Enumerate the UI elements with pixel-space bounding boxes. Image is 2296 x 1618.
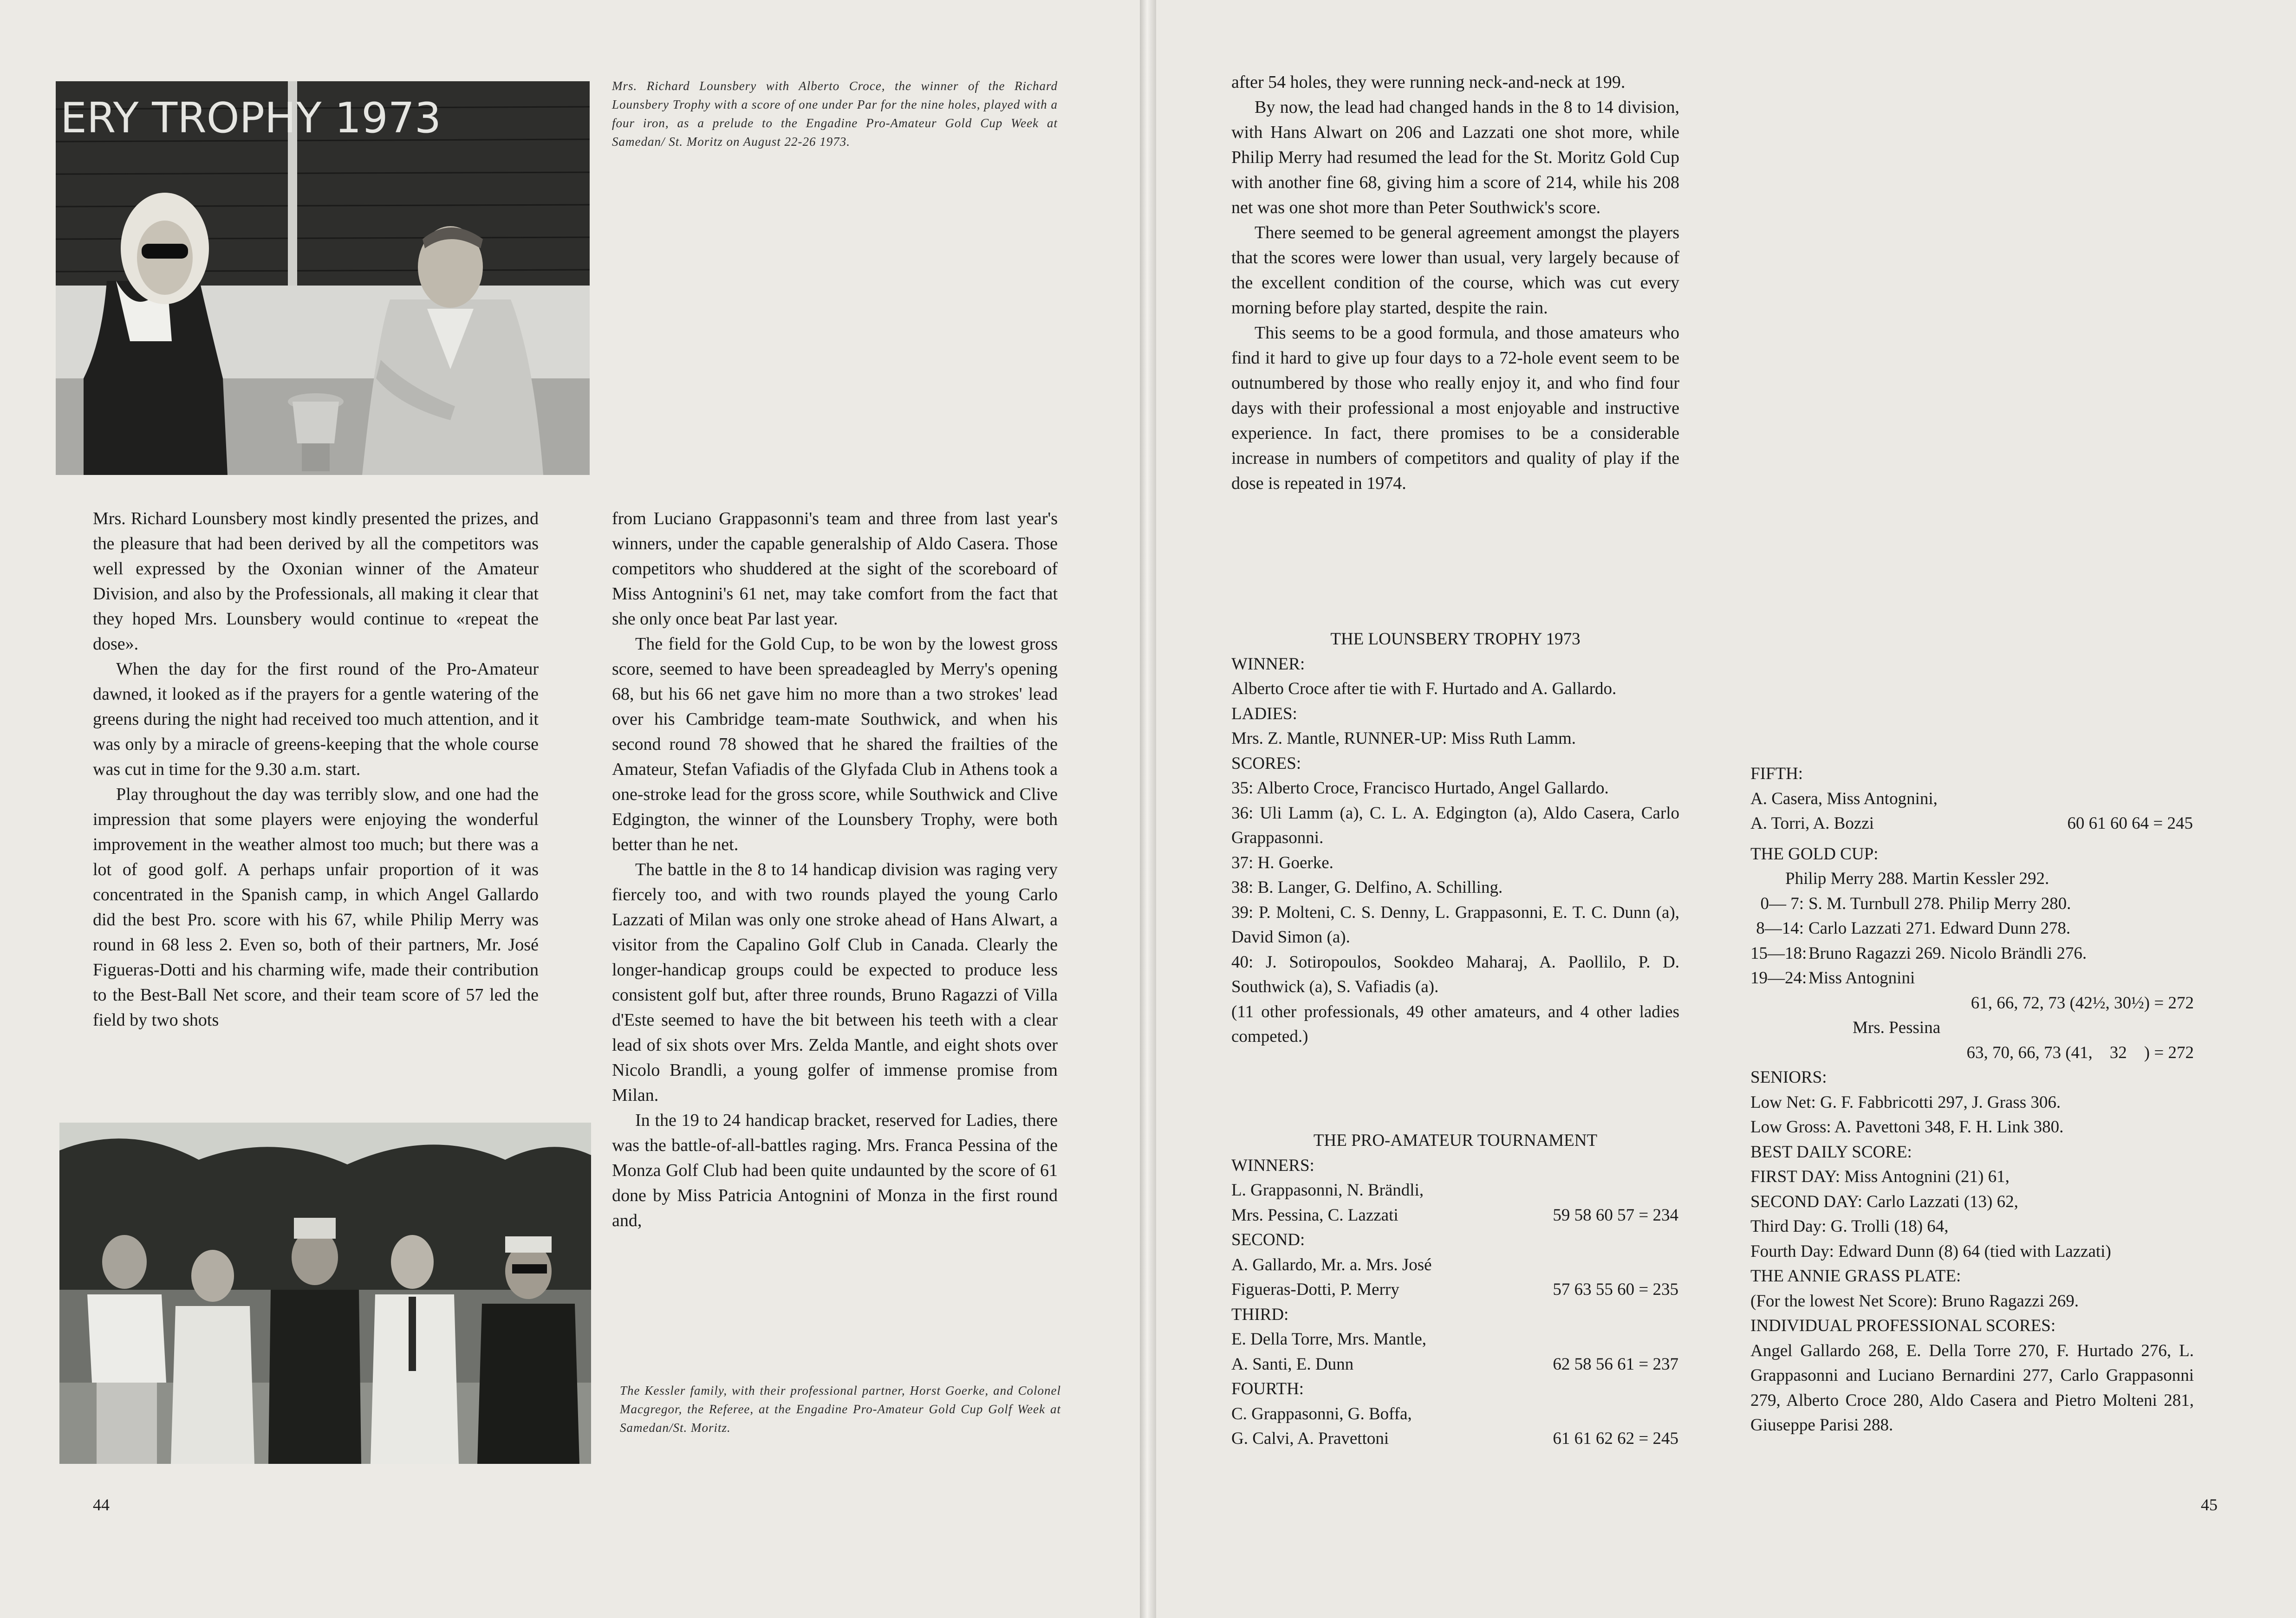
- team-score: 59 58 60 57 = 234: [1553, 1205, 1678, 1225]
- fourth-label: FOURTH:: [1231, 1379, 1304, 1398]
- team-score: 62 58 56 61 = 237: [1553, 1354, 1678, 1374]
- score-line: 39: P. Molteni, C. S. Denny, L. Grappasonni, E. T. C. Dunn (a), David Simon (a).: [1231, 903, 1679, 947]
- left-column-1: [93, 506, 539, 1033]
- score-line: 35: Alberto Croce, Francisco Hurtado, Angel Gallardo.: [1231, 779, 1609, 798]
- score-line: 40: J. Sotiropoulos, Sookdeo Maharaj, A. Paollilo, P. D. Southwick (a), S. Vafiadis (a).: [1231, 952, 1679, 996]
- left-column-2: [612, 506, 1058, 1233]
- ladies-label: LADIES:: [1231, 704, 1297, 723]
- team-line: A. Casera, Miss Antognini,: [1750, 789, 1938, 808]
- division-value: S. M. Turnbull 278. Philip Merry 280.: [1808, 894, 2071, 913]
- best-daily-line: Fourth Day: Edward Dunn (8) 64 (tied with Lazzati): [1750, 1241, 2111, 1261]
- division-key: 8—14:: [1756, 919, 1804, 938]
- seniors-net: Low Net: G. F. Fabbricotti 297, J. Grass 306.: [1750, 1092, 2061, 1112]
- gold-cup-label: THE GOLD CUP:: [1750, 844, 1879, 864]
- team-line: E. Della Torre, Mrs. Mantle,: [1231, 1330, 1427, 1349]
- trophy-sign-text: ERY TROPHY 1973: [60, 94, 442, 143]
- division-value: Miss Antognini: [1808, 968, 1915, 988]
- team-score-row: [1750, 811, 2194, 836]
- division-key: 15—18:: [1750, 943, 1807, 963]
- best-daily-line: SECOND DAY: Carlo Lazzati (13) 62,: [1750, 1192, 2018, 1211]
- team-line: L. Grappasonni, N. Brändli,: [1231, 1181, 1424, 1200]
- team-line: Mrs. Pessina, C. Lazzati: [1231, 1205, 1398, 1225]
- team-score: 60 61 60 64 = 245: [2067, 814, 2193, 833]
- gold-cup-division: [1750, 891, 2194, 916]
- lounsbery-results: [1231, 627, 1679, 1049]
- score-line: (11 other professionals, 49 other amateurs, and 4 other ladies competed.): [1231, 1002, 1679, 1046]
- seniors-gross: Low Gross: A. Pavettoni 348, F. H. Link 380.: [1750, 1118, 2064, 1137]
- team-line: G. Calvi, A. Pravettoni: [1231, 1429, 1389, 1448]
- team-score-row: [1231, 1277, 1679, 1302]
- paragraph: The battle in the 8 to 14 handicap division was raging very fiercely too, and with two rounds played the young Carlo Lazzati of Milan was only one stroke ahead of Hans Alwart, a visitor from the Capalino Golf Club in Canada. Clearly the longer-handicap groups could be expected to produce less consistent golf but, after three rounds, Bruno Ragazzi of Villa d'Este seemed to have the bit between his teeth with a clear lead of six shots over Mrs. Zelda Mantle, and eight shots over Nicolo Brandli, a young golfer of immense promise from Milan.: [612, 860, 1058, 1105]
- team-line: A. Torri, A. Bozzi: [1750, 814, 1874, 833]
- paragraph: There seemed to be general agreement amongst the players that the scores were lower than usual, very largely because of the excellent condition of the course, which was cut every morning before play started, despite the rain.: [1231, 223, 1679, 318]
- division-key: 19—24:: [1750, 968, 1807, 988]
- lounsbery-heading: THE LOUNSBERY TROPHY 1973: [1330, 630, 1581, 649]
- right-page: [1156, 0, 2296, 1618]
- lounsbery-photo-image: [56, 81, 590, 475]
- score-line: 37: H. Goerke.: [1231, 853, 1333, 872]
- pessina-label: Mrs. Pessina: [1853, 1018, 1941, 1037]
- gold-cup-division: [1750, 916, 2194, 941]
- winners-label: WINNERS:: [1231, 1156, 1314, 1175]
- individual-pro-label: INDIVIDUAL PROFESSIONAL SCORES:: [1750, 1316, 2056, 1335]
- fifth-label: FIFTH:: [1750, 764, 1803, 783]
- paragraph: When the day for the first round of the Pro-Amateur dawned, it looked as if the prayers for a gentle watering of the greens during the night had received too much attention, and it was only by a miracle of greens-keeping that the whole course was cut in time for the 9.30 a.m. start.: [93, 659, 539, 779]
- book-gutter: [1140, 0, 1156, 1618]
- third-label: THIRD:: [1231, 1305, 1289, 1324]
- division-value: Bruno Ragazzi 269. Nicolo Brändli 276.: [1808, 943, 2087, 963]
- team-score-row: [1231, 1352, 1679, 1377]
- best-daily-line: FIRST DAY: Miss Antognini (21) 61,: [1750, 1167, 2010, 1186]
- page-number-left: 44: [93, 1495, 110, 1514]
- score-line: 36: Uli Lamm (a), C. L. A. Edgington (a), Aldo Casera, Carlo Grappasonni.: [1231, 803, 1679, 847]
- pessina-score: 63, 70, 66, 73 (41, 32 ) = 272: [1966, 1043, 2194, 1062]
- paragraph: Mrs. Richard Lounsbery most kindly presented the prizes, and the pleasure that had been derived by all the competitors was well expressed by the Oxonian winner of the Amateur Division, and also by the Professionals, all making it clear that they hoped Mrs. Lounsbery would continue to «repeat the dose».: [93, 509, 539, 654]
- score-line: 38: B. Langer, G. Delfino, A. Schilling.: [1231, 878, 1503, 897]
- gold-cup-division: [1750, 966, 2194, 991]
- team-score: 57 63 55 60 = 235: [1553, 1280, 1678, 1299]
- annie-grass-text: (For the lowest Net Score): Bruno Ragazzi 269.: [1750, 1291, 2079, 1311]
- paragraph: This seems to be a good formula, and those amateurs who find it hard to give up four days to a 72-hole event seem to be outnumbered by those who really enjoy it, and who find four days with their professional a most enjoyable and instructive experience. In fact, there promises to be a considerable increase in numbers of competitors and quality of play if the dose is repeated in 1974.: [1231, 323, 1679, 493]
- team-line: A. Santi, E. Dunn: [1231, 1354, 1354, 1374]
- winner-label: WINNER:: [1231, 654, 1305, 674]
- gold-cup-line: Philip Merry 288. Martin Kessler 292.: [1785, 869, 2049, 888]
- team-score-row: [1231, 1426, 1679, 1451]
- team-line: A. Gallardo, Mr. a. Mrs. José: [1231, 1255, 1432, 1274]
- team-score: 61 61 62 62 = 245: [1553, 1429, 1678, 1448]
- left-page: [0, 0, 1140, 1618]
- individual-pro-scores: Angel Gallardo 268, E. Della Torre 270, F. Hurtado 276, L. Grappasonni and Luciano Bernardini 277, Carlo Grappasonni 279, Alberto Croce 280, Aldo Casera and Pietro Molteni 281, Giuseppe Parisi 288.: [1750, 1341, 2194, 1435]
- second-label: SECOND:: [1231, 1230, 1305, 1249]
- best-daily-line: Third Day: G. Trolli (18) 64,: [1750, 1217, 1949, 1236]
- division-key: 0— 7:: [1760, 894, 1804, 913]
- antognini-score: 61, 66, 72, 73 (42½, 30½) = 272: [1971, 993, 2194, 1013]
- kessler-photo-image: [59, 1123, 591, 1464]
- photo-lounsbery-trophy: [56, 81, 590, 475]
- proam-results: [1231, 1128, 1679, 1451]
- team-line: C. Grappasonni, G. Boffa,: [1231, 1404, 1412, 1423]
- team-line: Figueras-Dotti, P. Merry: [1231, 1280, 1399, 1299]
- photo1-caption: Mrs. Richard Lounsbery with Alberto Croce, the winner of the Richard Lounsbery Trophy with a score of one under Par for the nine holes, played with a four iron, as a prelude to the Engadine Pro-Amateur Gold Cup Week at Samedan/ St. Moritz on August 22-26 1973.: [612, 79, 1058, 149]
- winner-text: Alberto Croce after tie with F. Hurtado and A. Gallardo.: [1231, 679, 1617, 698]
- proam-heading: THE PRO-AMATEUR TOURNAMENT: [1313, 1131, 1598, 1150]
- right-column-1: [1231, 70, 1679, 496]
- paragraph: from Luciano Grappasonni's team and three from last year's winners, under the capable generalship of Aldo Casera. Those competitors who shuddered at the sight of the scoreboard of Miss Antognini's 61 net, may take comfort from the fact that she only once beat Par last year.: [612, 509, 1058, 629]
- paragraph: The field for the Gold Cup, to be won by the lowest gross score, seemed to have been spreadeagled by Merry's opening 68, but his 66 net gave him no more than a two strokes' lead over his Cambridge team-mate Southwick, and when his second round 78 showed that he shared the frailties of the Amateur, Stefan Vafiadis of the Glyfada Club in Athens took a one-stroke lead for the gross score, while Southwick and Clive Edgington, the winner of the Lounsbery Trophy, were both better than he net.: [612, 634, 1058, 854]
- ladies-text: Mrs. Z. Mantle, RUNNER-UP: Miss Ruth Lamm.: [1231, 729, 1576, 748]
- best-daily-label: BEST DAILY SCORE:: [1750, 1142, 1912, 1162]
- photo2-caption: The Kessler family, with their professional partner, Horst Goerke, and Colonel Macgregor, the Referee, at the Engadine Pro-Amateur Gold Cup Golf Week at Samedan/St. Moritz.: [620, 1384, 1061, 1435]
- paragraph: Play throughout the day was terribly slow, and one had the impression that some players were enjoying the wonderful improvement in the weather almost too much; but there was a lot of good golf. A perhaps unfair proportion of it was concentrated in the Spanish camp, in which Angel Gallardo did the best Pro. score with his 67, while Philip Merry was round in 68 less 2. Even so, both of their partners, Mr. José Figueras-Dotti and his charming wife, made their contribution to the Best-Ball Net score, and their team score of 57 led the field by two shots: [93, 785, 539, 1030]
- seniors-label: SENIORS:: [1750, 1068, 1827, 1087]
- paragraph: after 54 holes, they were running neck-and-neck at 199.: [1231, 72, 1626, 92]
- gold-cup-division: [1750, 941, 2194, 966]
- annie-grass-label: THE ANNIE GRASS PLATE:: [1750, 1267, 1961, 1286]
- scores-label: SCORES:: [1231, 754, 1301, 773]
- team-score-row: [1231, 1203, 1679, 1228]
- page-number-right: 45: [2201, 1495, 2218, 1514]
- paragraph: In the 19 to 24 handicap bracket, reserved for Ladies, there was the battle-of-all-battles raging. Mrs. Franca Pessina of the Monza Golf Club had been quite undaunted by the score of 61 done by Miss Patricia Antognini of Monza in the first round and,: [612, 1111, 1058, 1230]
- gold-cup-results: [1750, 761, 2194, 1438]
- photo-kessler-family: [59, 1123, 591, 1464]
- division-value: Carlo Lazzati 271. Edward Dunn 278.: [1808, 919, 2071, 938]
- paragraph: By now, the lead had changed hands in the 8 to 14 division, with Hans Alwart on 206 and Lazzati one shot more, while Philip Merry had resumed the lead for the St. Moritz Gold Cup with another fine 68, giving him a score of 214, while his 208 net was one shot more than Peter Southwick's score.: [1231, 97, 1679, 217]
